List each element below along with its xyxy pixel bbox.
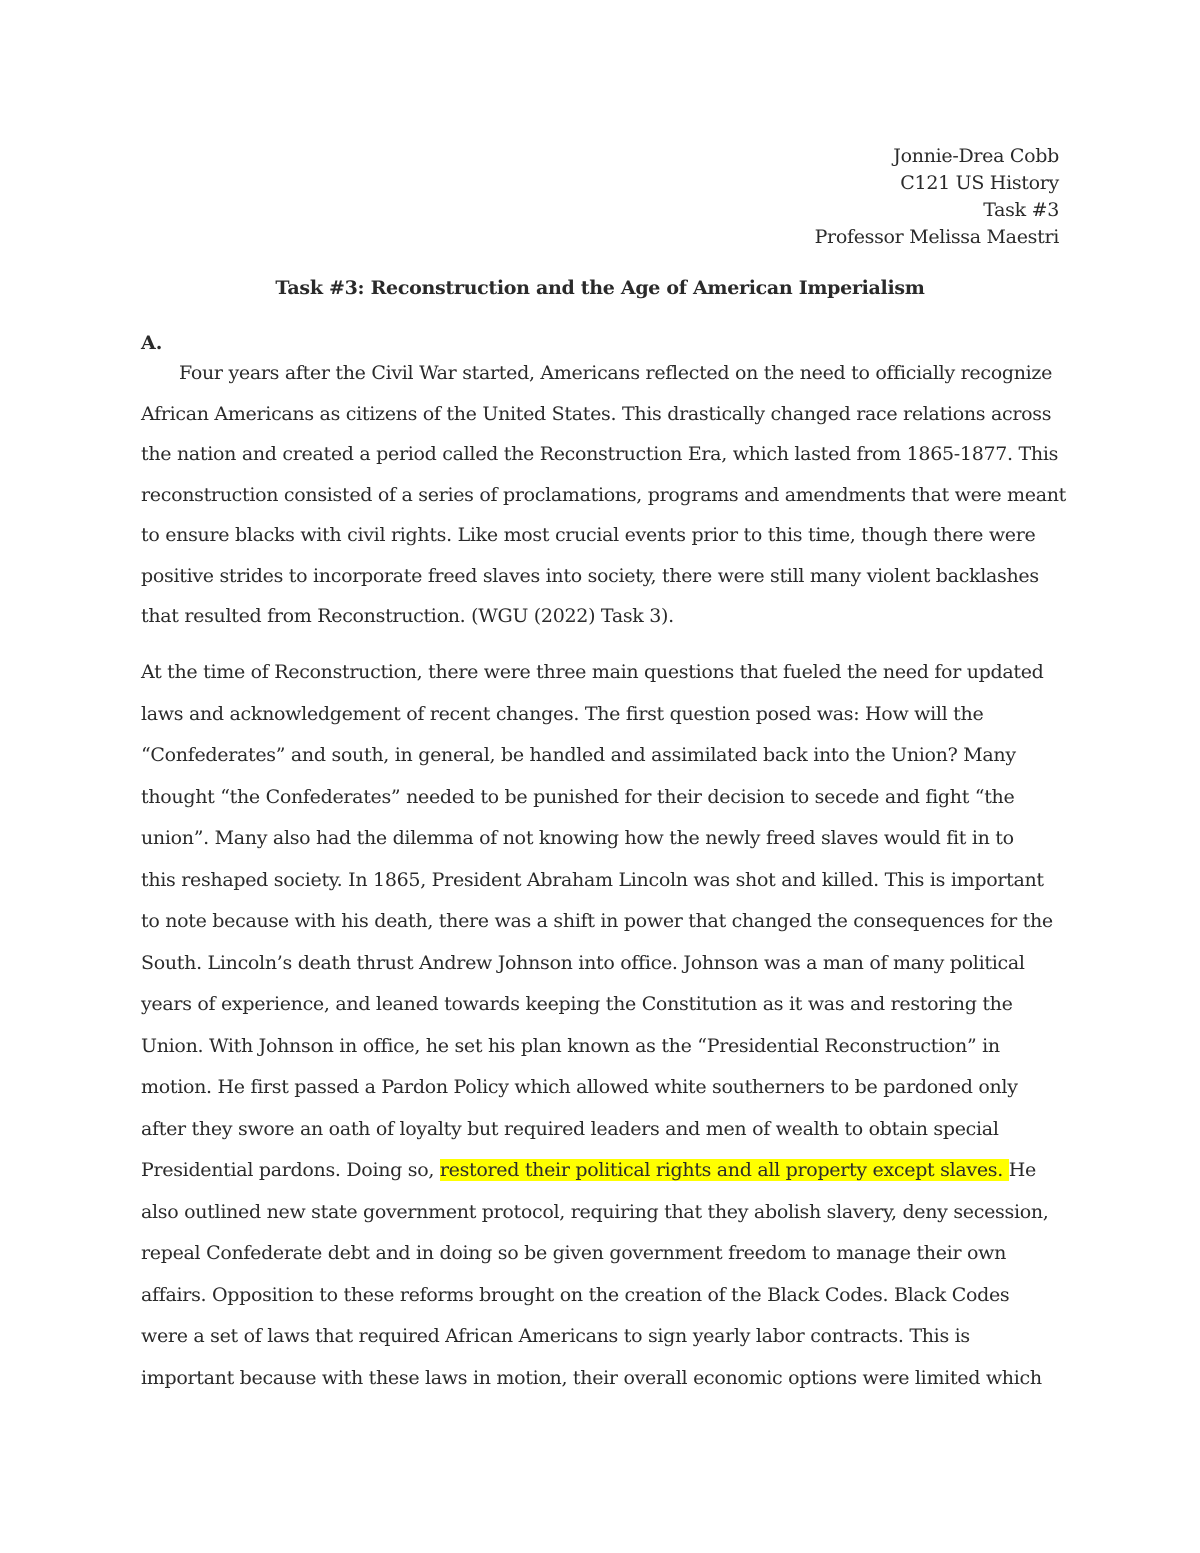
line-text-after-highlight: He [1008, 1159, 1036, 1181]
paragraph-1 [141, 353, 1067, 637]
paragraph-line: also outlined new state government protocol, requiring that they abolish slavery, deny secession, [141, 1200, 1049, 1223]
paragraph-line: years of experience, and leaned towards keeping the Constitution as it was and restoring the [141, 993, 1013, 1015]
paragraph-line: important because with these laws in motion, their overall economic options were limited which [141, 1366, 1042, 1389]
paragraph-line: to note because with his death, there was a shift in power that changed the consequences for the [141, 910, 1053, 932]
paragraph-line: that resulted from Reconstruction. (WGU (2022) Task 3). [141, 605, 674, 627]
paragraph-line: the nation and created a period called the Reconstruction Era, which lasted from 1865-1877. This [141, 443, 1059, 465]
task-number: Task #3 [983, 199, 1059, 221]
paragraph-line: Union. With Johnson in office, he set his plan known as the “Presidential Reconstruction” in [141, 1034, 1000, 1057]
paragraph-line: thought “the Confederates” needed to be punished for their decision to secede and fight “the [141, 785, 1015, 808]
paragraph-line: reconstruction consisted of a series of proclamations, programs and amendments that were meant [141, 483, 1067, 506]
paragraph-line: were a set of laws that required African Americans to sign yearly labor contracts. This is [141, 1325, 970, 1347]
paragraph-line: after they swore an oath of loyalty but required leaders and men of wealth to obtain special [141, 1117, 999, 1140]
paragraph-line: repeal Confederate debt and in doing so be given government freedom to manage their own [141, 1242, 1007, 1264]
professor-name: Professor Melissa Maestri [814, 226, 1059, 248]
paragraph-line: African Americans as citizens of the United States. This drastically changed race relations across [141, 402, 1052, 425]
paragraph-line: South. Lincoln’s death thrust Andrew Johnson into office. Johnson was a man of many political [141, 951, 1025, 974]
paragraph-line: Four years after the Civil War started, Americans reflected on the need to officially recognize [179, 362, 1053, 384]
document-title: Task #3: Reconstruction and the Age of American Imperialism [275, 277, 925, 299]
paragraph-line: positive strides to incorporate freed slaves into society, there were still many violent backlashes [141, 564, 1039, 587]
highlighted-text: restored their political rights and all property except slaves. [439, 1159, 1009, 1181]
header-block [815, 143, 1059, 251]
author-name: Jonnie-Drea Cobb [893, 145, 1059, 167]
paragraph-2 [141, 652, 1059, 1399]
highlighted-paragraph-line [141, 1150, 1059, 1192]
paragraph-line: At the time of Reconstruction, there were three main questions that fueled the need for updated [141, 661, 1044, 683]
paragraph-line: motion. He first passed a Pardon Policy which allowed white southerners to be pardoned only [141, 1076, 1018, 1098]
paragraph-line: this reshaped society. In 1865, President Abraham Lincoln was shot and killed. This is important [141, 868, 1044, 891]
paragraph-line: affairs. Opposition to these reforms brought on the creation of the Black Codes. Black Codes [141, 1283, 1010, 1306]
line-text-before-highlight: Presidential pardons. Doing so, [141, 1159, 440, 1181]
paragraph-line: laws and acknowledgement of recent changes. The first question posed was: How will the [141, 702, 984, 725]
paragraph-line: “Confederates” and south, in general, be handled and assimilated back into the Union? Many [141, 744, 1016, 766]
paragraph-line: to ensure blacks with civil rights. Like most crucial events prior to this time, though there were [141, 524, 1036, 546]
course-name: C121 US History [900, 172, 1059, 194]
paragraph-line: union”. Many also had the dilemma of not knowing how the newly freed slaves would fit in to [141, 827, 1014, 849]
section-label: A. [141, 332, 163, 354]
